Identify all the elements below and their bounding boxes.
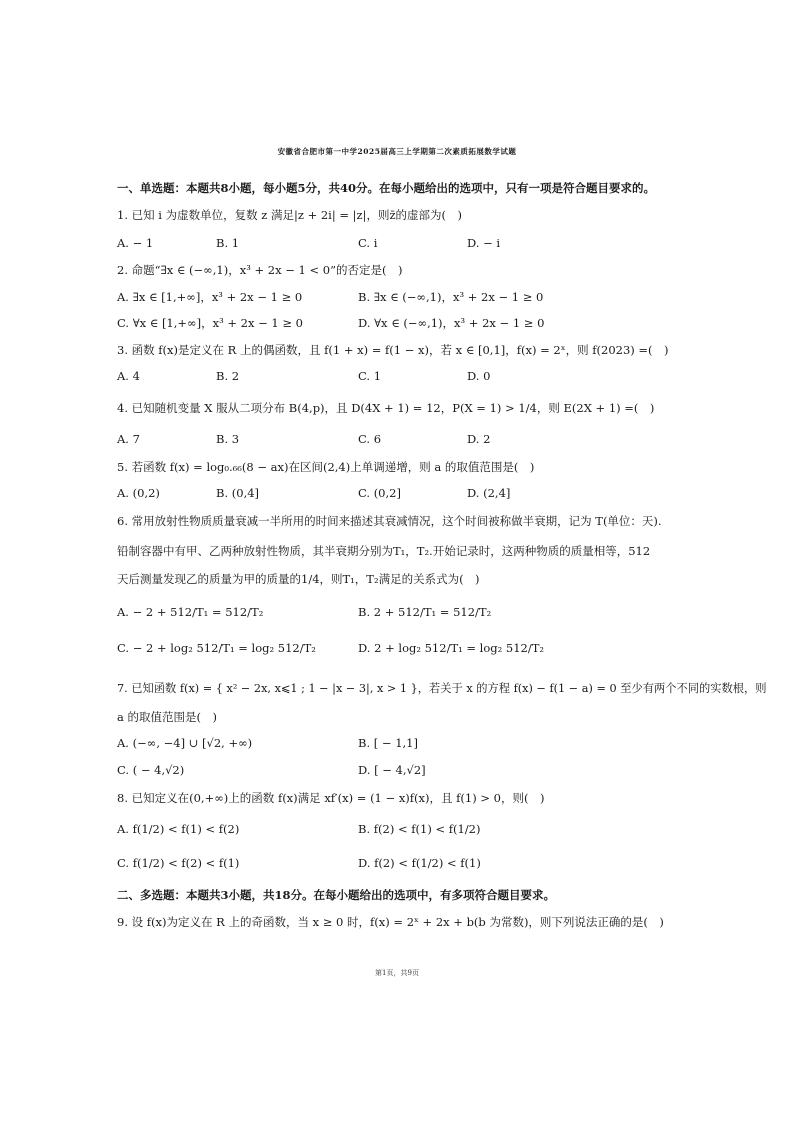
page-title: 安徽省合肥市第一中学2025届高三上学期第二次素质拓展数学试题 (277, 147, 517, 156)
question-6-stem-line-3: 天后测量发现乙的质量为甲的质量的1/4，则T₁，T₂满足的关系式为( ) (117, 572, 480, 586)
question-8-option-a: A. f(1/2) < f(1) < f(2) (117, 822, 240, 836)
question-2-option-d: D. ∀x ∈ (−∞,1)，x³ + 2x − 1 ≥ 0 (358, 316, 545, 330)
question-6-stem-line-2: 铅制容器中有甲、乙两种放射性物质，其半衰期分别为T₁，T₂.开始记录时，这两种物质的质量相等，512 (117, 544, 651, 558)
question-5-option-d: D. (2,4] (467, 486, 511, 500)
question-3-option-b: B. 2 (216, 369, 240, 383)
question-8-option-c: C. f(1/2) < f(2) < f(1) (117, 856, 240, 870)
question-9-stem: 9. 设 f(x)为定义在 R 上的奇函数，当 x ≥ 0 时，f(x) = 2ˣ + 2x + b(b 为常数)，则下列说法正确的是( ) (117, 915, 664, 929)
question-1-stem: 1. 已知 i 为虚数单位，复数 z 满足|z + 2i| = |z|，则z̄的虚部为( ) (117, 208, 463, 222)
question-1-option-d: D. − i (467, 236, 501, 250)
question-3-option-c: C. 1 (358, 369, 382, 383)
question-7-stem-line-1: 7. 已知函数 f(x) = { x² − 2x, x⩽1 ; 1 − |x − 3|, x > 1 }，若关于 x 的方程 f(x) − f(1 − a) = 0 至少有两个不同的实数根，则 (117, 682, 767, 695)
question-6-stem-line-1: 6. 常用放射性物质质量衰减一半所用的时间来描述其衰减情况，这个时间被称做半衰期，记为 T(单位：天). (117, 514, 662, 528)
question-8-option-b: B. f(2) < f(1) < f(1/2) (358, 822, 481, 836)
question-1-option-b: B. 1 (216, 236, 240, 250)
question-6-option-b: B. 2 + 512/T₁ = 512/T₂ (358, 605, 492, 619)
question-8-option-d: D. f(2) < f(1/2) < f(1) (358, 856, 481, 870)
question-2-option-b: B. ∃x ∈ (−∞,1)，x³ + 2x − 1 ≥ 0 (358, 290, 544, 304)
page-number-footer: 第1页，共9页 (375, 969, 419, 977)
question-7-option-a: A. (−∞, −4] ∪ [√2, +∞) (117, 736, 253, 750)
question-5-option-b: B. (0,4] (216, 486, 260, 500)
question-7-option-b: B. [ − 1,1] (358, 736, 418, 750)
question-4-option-d: D. 2 (467, 432, 491, 446)
question-5-stem: 5. 若函数 f(x) = log₀.₆₆(8 − ax)在区间(2,4)上单调递增，则 a 的取值范围是( ) (117, 460, 535, 474)
question-6-option-c: C. − 2 + log₂ 512/T₁ = log₂ 512/T₂ (117, 641, 316, 655)
question-7-option-d: D. [ − 4,√2] (358, 763, 426, 777)
question-6-option-a: A. − 2 + 512/T₁ = 512/T₂ (117, 605, 264, 619)
question-3-stem: 3. 函数 f(x)是定义在 R 上的偶函数，且 f(1 + x) = f(1 − x)，若 x ∈ [0,1]，f(x) = 2ˣ，则 f(2023) =( ) (117, 343, 669, 357)
question-7-stem-line-2: a 的取值范围是( ) (117, 710, 217, 724)
question-4-option-c: C. 6 (358, 432, 382, 446)
question-4-stem: 4. 已知随机变量 X 服从二项分布 B(4,p)，且 D(4X + 1) = 12，P(X = 1) > 1/4，则 E(2X + 1) =( ) (117, 401, 655, 415)
section-heading-single-choice: 一、单选题：本题共8小题，每小题5分，共40分。在每小题给出的选项中，只有一项是符合题目要求的。 (117, 181, 656, 195)
question-1-option-c: C. i (358, 236, 378, 250)
question-3-option-d: D. 0 (467, 369, 491, 383)
section-heading-multiple-choice: 二、多选题：本题共3小题，共18分。在每小题给出的选项中，有多项符合题目要求。 (117, 888, 556, 902)
question-2-stem: 2. 命题“∃x ∈ (−∞,1)，x³ + 2x − 1 < 0”的否定是( ) (117, 263, 403, 277)
question-4-option-a: A. 7 (117, 432, 140, 446)
question-4-option-b: B. 3 (216, 432, 240, 446)
question-6-option-d: D. 2 + log₂ 512/T₁ = log₂ 512/T₂ (358, 641, 544, 655)
question-7-option-c: C. ( − 4,√2) (117, 763, 185, 777)
question-3-option-a: A. 4 (117, 369, 140, 383)
question-5-option-c: C. (0,2] (358, 486, 401, 500)
question-5-option-a: A. (0,2) (117, 486, 160, 500)
question-2-option-c: C. ∀x ∈ [1,+∞]，x³ + 2x − 1 ≥ 0 (117, 316, 303, 330)
question-1-option-a: A. − 1 (117, 236, 154, 250)
question-8-stem: 8. 已知定义在(0,+∞)上的函数 f(x)满足 xf′(x) = (1 − x)f(x)，且 f(1) > 0，则( ) (117, 791, 545, 805)
question-2-option-a: A. ∃x ∈ [1,+∞]，x³ + 2x − 1 ≥ 0 (117, 290, 303, 304)
